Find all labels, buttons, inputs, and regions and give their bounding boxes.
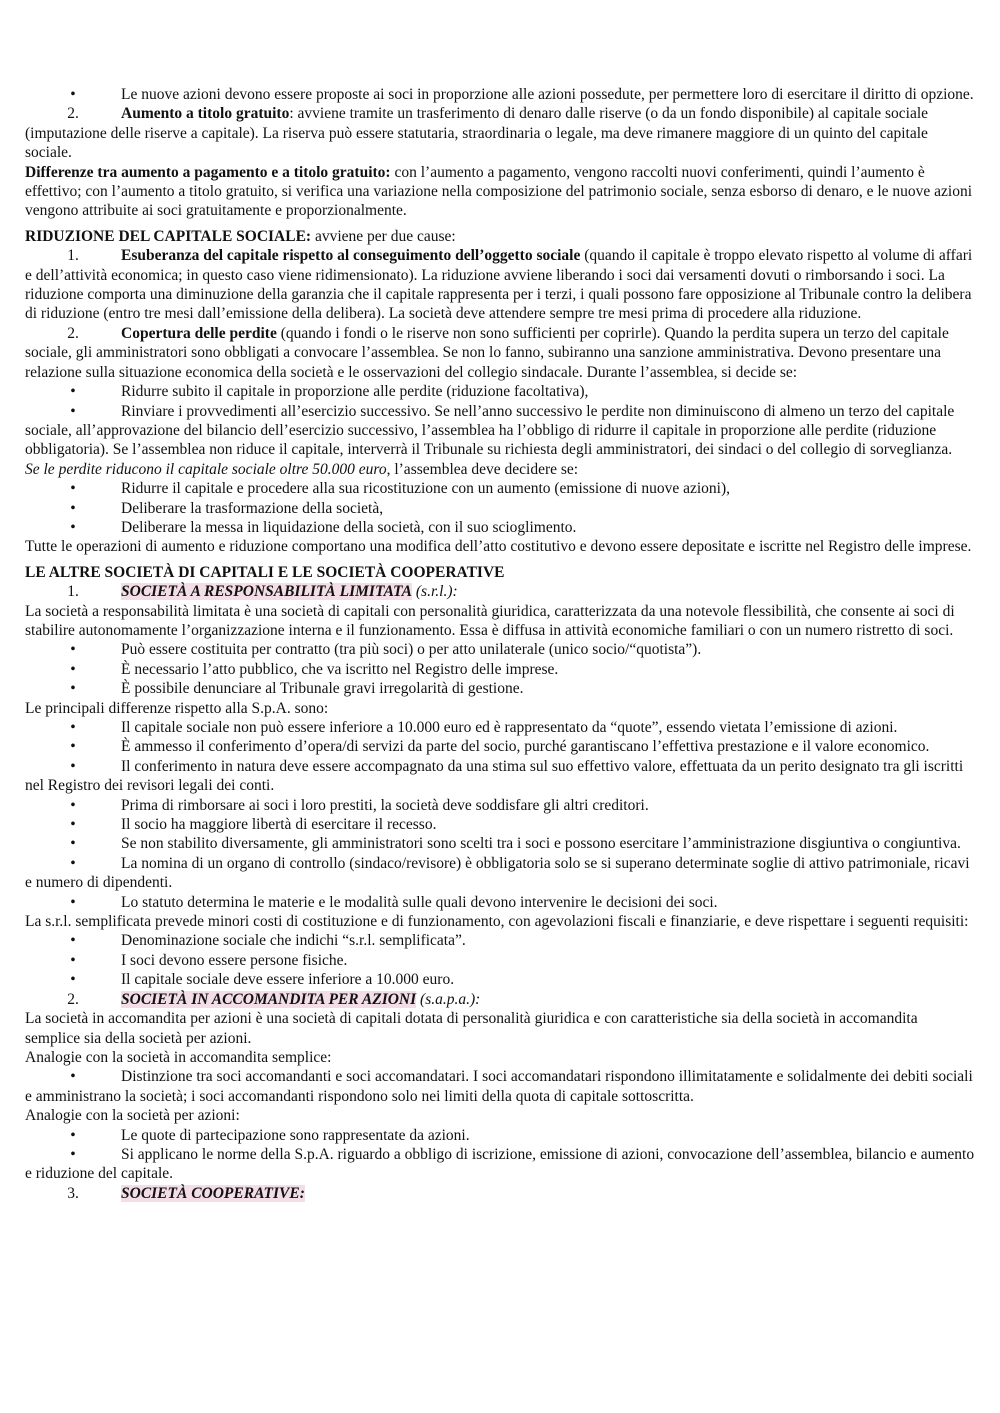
text-run: Le principali differenze rispetto alla S.p.A. sono: — [25, 699, 329, 717]
text-run: avviene per due cause: — [311, 227, 456, 245]
highlighted-heading: SOCIETÀ A RESPONSABILITÀ LIMITATA — [121, 583, 413, 601]
bullet-marker: • — [70, 641, 76, 659]
highlighted-heading: SOCIETÀ COOPERATIVE: — [121, 1184, 305, 1202]
list-item — [25, 951, 975, 970]
number-marker: 2. — [67, 324, 79, 342]
text-run: Deliberare la trasformazione della società, — [121, 499, 384, 517]
bullet-marker: • — [70, 835, 76, 853]
number-marker: 1. — [67, 583, 79, 601]
text-run: Analogie con la società per azioni: — [25, 1107, 240, 1125]
italic-text: Se le perdite riducono il capitale sociale oltre 50.000 euro — [25, 460, 387, 478]
list-item — [25, 931, 975, 950]
list-item — [25, 640, 975, 659]
bullet-marker: • — [70, 680, 76, 698]
list-item — [25, 718, 975, 737]
text-run: La società in accomandita per azioni è una società di capitali dotata di personalità giuridica e con caratteristiche sia della società in accomandita semplice sia della società per azioni. — [25, 1010, 918, 1047]
bold-text: Aumento a titolo gratuito — [121, 105, 290, 123]
bullet-marker: • — [70, 1145, 76, 1163]
list-item — [25, 757, 975, 796]
text-run: : avviene tramite un trasferimento di denaro dalle riserve (o da un fondo disponibile) al capitale sociale (imputazione delle riserve a capitale). La riserva può essere statutaria, straordinaria o legale, ma deve rimanere maggiore di un quinto del capitale sociale. — [25, 105, 929, 162]
bullet-marker: • — [70, 854, 76, 872]
list-item — [25, 1067, 975, 1106]
bullet-marker: • — [70, 660, 76, 678]
bold-text: RIDUZIONE DEL CAPITALE SOCIALE: — [25, 227, 312, 245]
paragraph — [25, 602, 975, 641]
list-item — [25, 324, 975, 382]
bullet-marker: • — [70, 951, 76, 969]
list-item — [25, 1126, 975, 1145]
bullet-marker: • — [70, 757, 76, 775]
document-body — [25, 85, 975, 1203]
list-item — [25, 382, 975, 401]
list-item — [25, 679, 975, 698]
list-item — [25, 893, 975, 912]
text-run: Può essere costituita per contratto (tra più soci) o per atto unilaterale (unico socio/“quotista”). — [121, 641, 702, 659]
bullet-marker: • — [70, 738, 76, 756]
list-item — [25, 834, 975, 853]
text-run: La società a responsabilità limitata è una società di capitali con personalità giuridica, caratterizzata da una notevole flessibilità, che consente ai soci di stabilire autonomamente l’organizzazione interna e il funzionamento. Essa è diffusa in attività economiche familiari o con un numero ristretto di soci. — [25, 602, 955, 639]
text-run: Il socio ha maggiore libertà di esercitare il recesso. — [121, 816, 437, 834]
list-item — [25, 246, 975, 324]
list-item — [25, 854, 975, 893]
bullet-marker: • — [70, 1068, 76, 1086]
list-item — [25, 970, 975, 989]
paragraph — [25, 1009, 975, 1048]
bullet-marker: • — [70, 518, 76, 536]
text-run: La s.r.l. semplificata prevede minori costi di costituzione e di funzionamento, con agevolazioni fiscali e finanziarie, e deve rispettare i seguenti requisiti: — [25, 913, 969, 931]
text-run: È ammesso il conferimento d’opera/di servizi da parte del socio, purché garantiscano l’effettiva prestazione e il valore economico. — [121, 738, 930, 756]
list-item — [25, 518, 975, 537]
text-run: Le nuove azioni devono essere proposte ai soci in proporzione alle azioni possedute, per permettere loro di esercitare il diritto di opzione. — [121, 86, 974, 103]
paragraph — [25, 460, 975, 479]
bullet-marker: • — [70, 893, 76, 911]
paragraph — [25, 537, 975, 556]
text-run: È possibile denunciare al Tribunale gravi irregolarità di gestione. — [121, 680, 524, 698]
text-run: Si applicano le norme della S.p.A. riguardo a obbligo di iscrizione, emissione di azioni, convocazione dell’assemblea, bilancio e aumento e riduzione del capitale. — [25, 1145, 975, 1183]
number-marker: 3. — [67, 1184, 79, 1202]
paragraph — [25, 563, 975, 582]
list-item — [25, 499, 975, 518]
text-run: Lo statuto determina le materie e le modalità sulle quali devono intervenire le decisioni dei soci. — [121, 893, 718, 911]
bold-text: LE ALTRE SOCIETÀ DI CAPITALI E LE SOCIETÀ COOPERATIVE — [25, 563, 505, 581]
paragraph — [25, 912, 975, 931]
bullet-marker: • — [70, 796, 76, 814]
bold-text: Differenze tra aumento a pagamento e a titolo gratuito: — [25, 163, 391, 181]
number-marker: 1. — [67, 247, 79, 265]
bullet-marker: • — [70, 816, 76, 834]
text-run: Tutte le operazioni di aumento e riduzione comportano una modifica dell’atto costitutivo e devono essere depositate e iscritte nel Registro delle imprese. — [25, 538, 972, 556]
bold-text: Copertura delle perdite — [121, 324, 277, 342]
italic-text: (s.r.l.): — [412, 583, 458, 601]
bullet-marker: • — [70, 1126, 76, 1144]
list-item — [25, 990, 975, 1009]
paragraph — [25, 1048, 975, 1067]
bullet-marker: • — [70, 719, 76, 736]
text-run: Rinviare i provvedimenti all’esercizio successivo. Se nell’anno successivo le perdite non diminuiscono di almeno un terzo del capitale sociale, all’approvazione del bilancio dell’esercizio successivo, l’assemblea ha l’obbligo di ridurre il capitale in proporzione alle perdite (riduzione obbligatoria). Se l’assemblea non riduce il capitale, interverrà il Tribunale su richiesta degli amministratori, dei sindaci o del collegio di sorveglianza. — [25, 402, 955, 459]
text-run: Deliberare la messa in liquidazione della società, con il suo scioglimento. — [121, 518, 577, 536]
list-item — [25, 402, 975, 460]
italic-text: (s.a.p.a.): — [416, 990, 481, 1008]
text-run: Il capitale sociale deve essere inferiore a 10.000 euro. — [121, 971, 455, 989]
bullet-marker: • — [70, 383, 76, 401]
list-item — [25, 479, 975, 498]
text-run: (quando il capitale è troppo elevato rispetto al volume di affari e dell’attività economica; in questo caso viene ridimensionato). La riduzione avviene liberando i soci dai versamenti dovuti o rimborsando i soci. La riduzione comporta una diminuzione della garanzia che il capitale rappresenta per i terzi, i quali possono fare opposizione al Tribunale contro la delibera di riduzione (entro tre mesi dall’emissione della delibera). La società deve attendere sempre tre mesi prima di procedere alla riduzione. — [25, 247, 973, 323]
list-item — [25, 815, 975, 834]
bullet-marker: • — [70, 402, 76, 420]
list-item — [25, 796, 975, 815]
text-run: (quando i fondi o le riserve non sono sufficienti per coprirle). Quando la perdita supera un terzo del capitale sociale, gli amministratori sono obbligati a convocare l’assemblea. Se non lo fanno, subiranno una sanzione amministrativa. Devono presentare una relazione sulla situazione economica della società e le osservazioni del collegio sindacale. Durante l’assemblea, si decide se: — [25, 324, 949, 381]
text-run: È necessario l’atto pubblico, che va iscritto nel Registro delle imprese. — [121, 660, 559, 678]
bullet-marker: • — [70, 971, 76, 989]
paragraph — [25, 1106, 975, 1125]
text-run: Se non stabilito diversamente, gli amministratori sono scelti tra i soci e possono esercitare l’amministrazione disgiuntiva o congiuntiva. — [121, 835, 961, 853]
number-marker: 2. — [67, 990, 79, 1008]
bullet-marker: • — [70, 86, 76, 103]
text-run: I soci devono essere persone fisiche. — [121, 951, 348, 969]
paragraph — [25, 699, 975, 718]
text-run: , l’assemblea deve decidere se: — [386, 460, 579, 478]
paragraph — [25, 163, 975, 221]
list-item — [25, 85, 975, 104]
number-marker: 2. — [67, 105, 79, 123]
text-run: Prima di rimborsare ai soci i loro prestiti, la società deve soddisfare gli altri creditori. — [121, 796, 649, 814]
text-run: Il capitale sociale non può essere inferiore a 10.000 euro ed è rappresentato da “quote”, essendo vietata l’emissione di azioni. — [121, 719, 898, 736]
list-item — [25, 1184, 975, 1203]
paragraph — [25, 227, 975, 246]
highlighted-heading: SOCIETÀ IN ACCOMANDITA PER AZIONI — [121, 990, 417, 1008]
list-item — [25, 582, 975, 601]
text-run: Ridurre il capitale e procedere alla sua ricostituzione con un aumento (emissione di nuove azioni), — [121, 480, 731, 498]
list-item — [25, 737, 975, 756]
text-run: Analogie con la società in accomandita semplice: — [25, 1048, 332, 1066]
text-run: Distinzione tra soci accomandanti e soci accomandatari. I soci accomandatari rispondono illimitatamente e solidalmente dei debiti sociali e amministrano la società; i soci accomandanti rispondono solo nei limiti della quota di capitale sottoscritta. — [25, 1068, 973, 1105]
bullet-marker: • — [70, 480, 76, 498]
list-item — [25, 1145, 975, 1184]
list-item — [25, 660, 975, 679]
bullet-marker: • — [70, 932, 76, 950]
text-run: Ridurre subito il capitale in proporzione alle perdite (riduzione facoltativa), — [121, 383, 589, 401]
bold-text: Esuberanza del capitale rispetto al conseguimento dell’oggetto sociale — [121, 247, 581, 265]
bullet-marker: • — [70, 499, 76, 517]
text-run: Il conferimento in natura deve essere accompagnato da una stima sul suo effettivo valore, effettuata da un perito designato tra gli iscritti nel Registro dei revisori legali dei conti. — [25, 757, 964, 795]
text-run: con l’aumento a pagamento, vengono raccolti nuovi conferimenti, quindi l’aumento è effettivo; con l’aumento a titolo gratuito, si verifica una variazione nella composizione del patrimonio sociale, senza esborso di denaro, e le nuove azioni vengono attribuite ai soci gratuitamente e proporzionalmente. — [25, 163, 973, 220]
text-run: La nomina di un organo di controllo (sindaco/revisore) è obbligatoria solo se si superano determinate soglie di attivo patrimoniale, ricavi e numero di dipendenti. — [25, 854, 970, 892]
text-run: Le quote di partecipazione sono rappresentate da azioni. — [121, 1126, 470, 1144]
list-item — [25, 104, 975, 162]
text-run: Denominazione sociale che indichi “s.r.l. semplificata”. — [121, 932, 466, 950]
